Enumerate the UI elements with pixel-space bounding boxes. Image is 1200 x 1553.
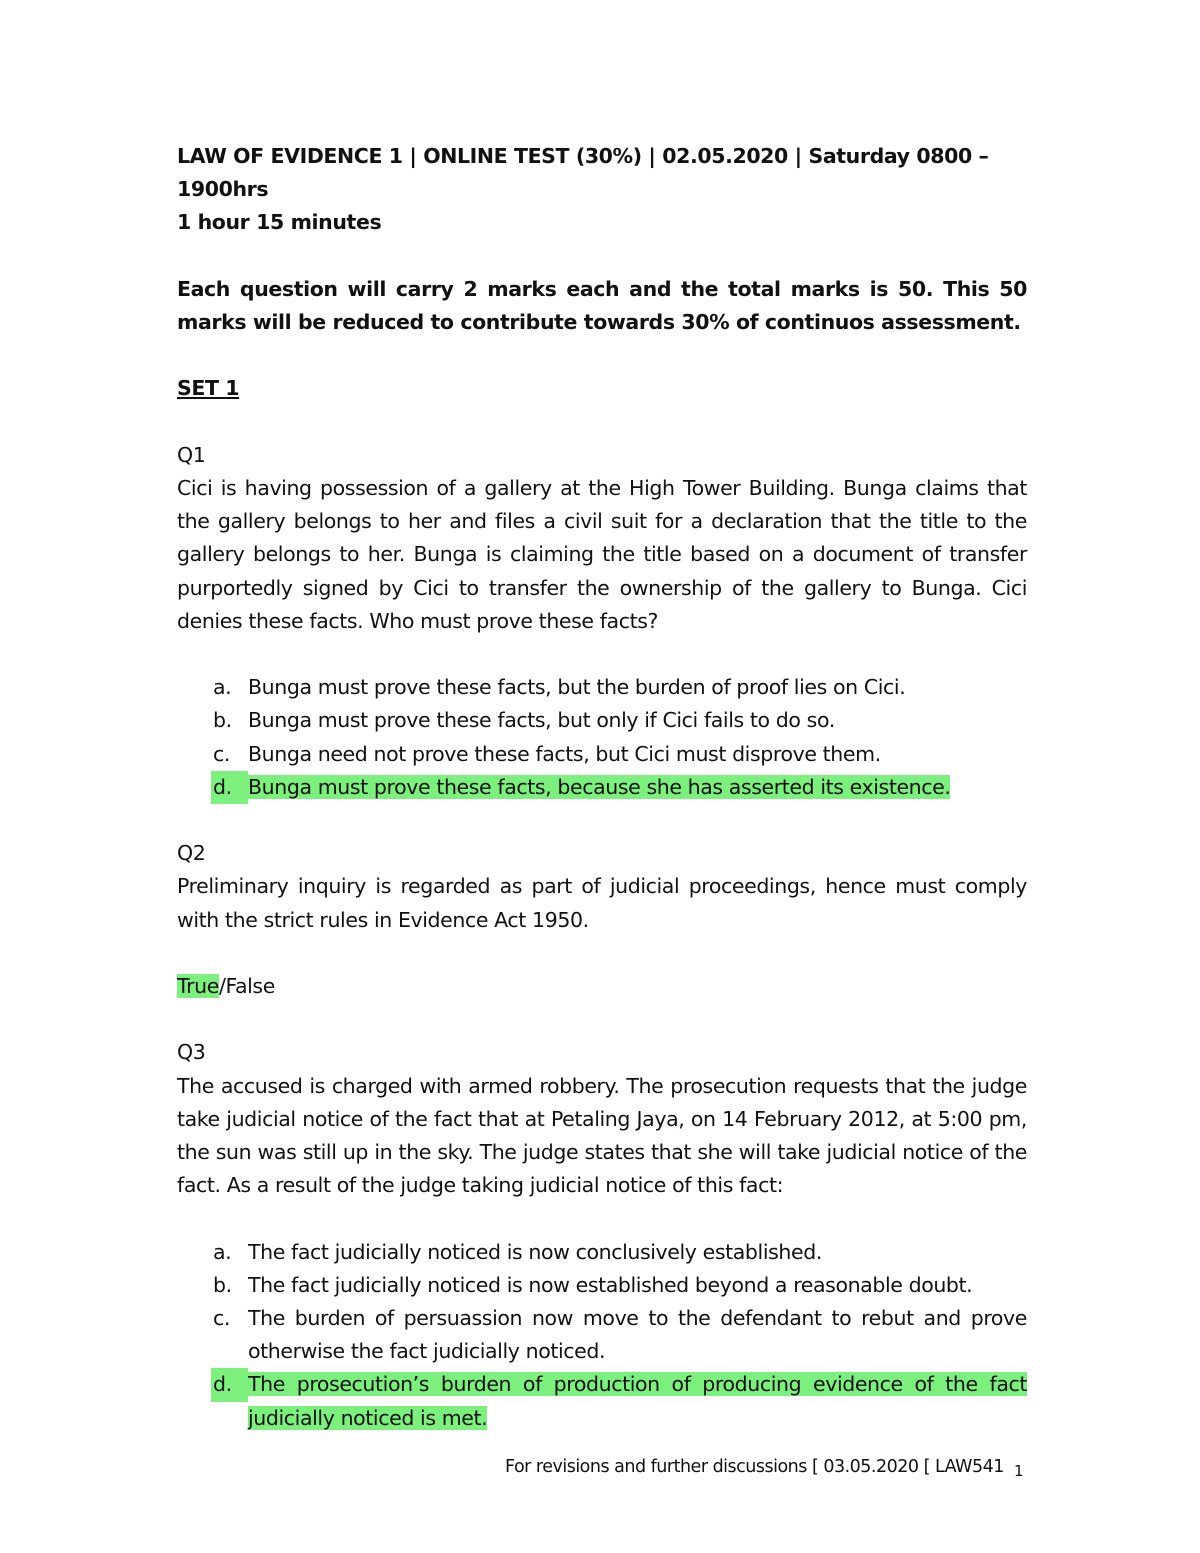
question-text: Cici is having possession of a gallery at the High Tower Building. Bunga claims that the gallery belongs to her and files a civil suit for a declaration that the title to the gallery belongs to her. Bunga is claiming the title based on a document of transfer purportedly signed by Cici to transfer the ownership of the gallery to Bunga. Cici denies these facts. Who must prove these facts? [177,475,1027,633]
answer-option [177,1269,1027,1302]
page-footer: For revisions and further discussions [ 03.05.2020 [ LAW541 [505,1457,1004,1477]
true-false-answer [177,970,1027,1003]
option-letter: c. [213,741,230,766]
answer-option [177,704,1027,737]
option-text: The burden of persuassion now move to the defendant to rebut and prove otherwise the fact judicially noticed. [248,1305,1027,1364]
spacer [177,1003,1027,1036]
highlighted-option-text: Bunga must prove these facts, because she has asserted its existence. [248,774,951,799]
answer-separator: / [218,973,226,998]
option-letter: b. [213,708,232,733]
question-text: Preliminary inquiry is regarded as part of judicial proceedings, hence must comply with the strict rules in Evidence Act 1950. [177,874,1027,932]
spacer [177,937,1027,970]
question-text: The accused is charged with armed robbery. The prosecution requests that the judge take judicial notice of the fact that at Petaling Jaya, on 14 February 2012, at 5:00 pm, the sun was still up in the sky. The judge states that she will take judicial notice of the fact. As a result of the judge taking judicial notice of this fact: [177,1073,1027,1198]
answer-option [177,1302,1027,1368]
page-number: 1 [1014,1462,1024,1480]
answer-option [177,738,1027,771]
answer-option [177,671,1027,704]
test-title: LAW OF EVIDENCE 1 | ONLINE TEST (30%) | 02.05.2020 | Saturday 0800 – 1900hrs [177,144,989,202]
option-text: Bunga need not prove these facts, but Cici must disprove them. [248,741,881,766]
highlighted-option-text: The prosecution’s burden of production of producing evidence of the fact judicially noticed is met. [248,1372,1027,1430]
option-letter: d. [211,771,248,804]
option-letter: b. [213,1272,232,1297]
set-title: SET 1 [177,376,240,401]
option-letter: a. [213,1239,232,1264]
answer-options [177,671,1027,804]
correct-answer-option [177,771,1027,804]
option-text: Bunga must prove these facts, but the burden of proof lies on Cici. [248,675,906,700]
document-page [177,140,1027,1435]
spacer [177,1202,1027,1235]
test-duration: 1 hour 15 minutes [177,210,382,235]
spacer [177,804,1027,837]
answer-option [177,1236,1027,1269]
spacer [177,406,1027,439]
answer-true-highlighted: True [177,973,219,998]
option-letter: d. [211,1368,248,1401]
option-letter: c. [213,1305,230,1330]
question-number: Q2 [177,841,206,866]
option-letter: a. [213,675,232,700]
instructions: Each question will carry 2 marks each and the total marks is 50. This 50 marks will be reduced to contribute towards 30% of continuos assessment. [177,276,1027,334]
question-number: Q1 [177,442,206,467]
answer-false: False [225,973,275,998]
option-text: Bunga must prove these facts, but only if Cici fails to do so. [248,708,835,733]
option-text: The fact judicially noticed is now conclusively established. [248,1239,822,1264]
spacer [177,339,1027,372]
option-text: The fact judicially noticed is now established beyond a reasonable doubt. [248,1272,973,1297]
question-number: Q3 [177,1040,206,1065]
spacer [177,240,1027,273]
correct-answer-option [177,1368,1027,1434]
spacer [177,638,1027,671]
answer-options [177,1236,1027,1435]
